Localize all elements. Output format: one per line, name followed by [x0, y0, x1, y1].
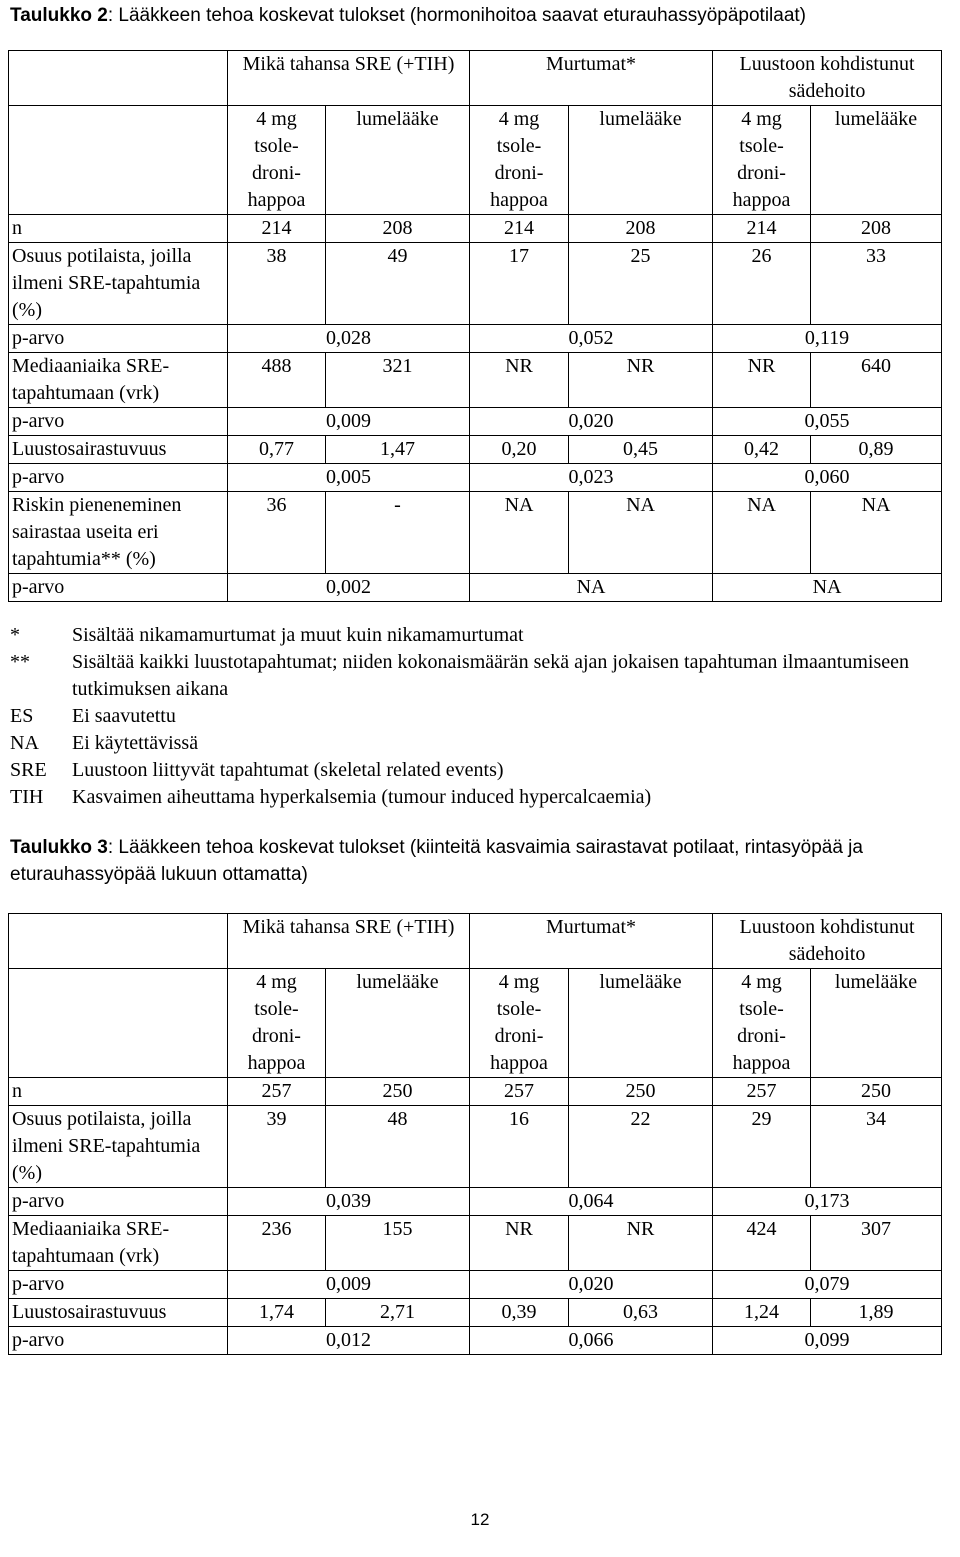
footnote-text: Sisältää kaikki luustotapahtumat; niiden kokonaismäärän sekä ajan jokaisen tapahtuman ilmaantumiseen tutkimuksen aikana: [72, 651, 909, 700]
row-label: n: [9, 1078, 228, 1106]
group-header: Mikä tahansa SRE (+TIH): [228, 914, 470, 969]
header-row-groups: [9, 914, 942, 969]
cell-value: 17: [470, 243, 569, 325]
cell-value: 257: [713, 1078, 811, 1106]
table2-caption-text: : Lääkkeen tehoa koskevat tulokset (hormonihoitoa saavat eturauhassyöpäpotilaat): [107, 5, 807, 26]
cell-value: NA: [569, 492, 713, 574]
cell-value: -: [326, 492, 470, 574]
footnote: [10, 757, 940, 784]
p-value: 0,099: [713, 1327, 942, 1355]
footnote: [10, 649, 940, 703]
cell-value: 250: [811, 1078, 942, 1106]
table-row: [9, 215, 942, 243]
row-label: p-arvo: [9, 464, 228, 492]
cell-value: NR: [569, 1216, 713, 1271]
footnote-symbol: NA: [10, 732, 39, 754]
header-corner: [9, 51, 228, 106]
table3-caption-label: Taulukko 3: [10, 837, 108, 858]
cell-value: 0,77: [228, 436, 326, 464]
header-row-arms: [9, 106, 942, 215]
cell-value: 208: [326, 215, 470, 243]
group-header: Luustoon kohdistunut sädehoito: [713, 914, 942, 969]
table-row: [9, 1216, 942, 1271]
table-row: [9, 408, 942, 436]
cell-value: 155: [326, 1216, 470, 1271]
p-value: 0,039: [228, 1188, 470, 1216]
cell-value: 1,47: [326, 436, 470, 464]
cell-value: 1,74: [228, 1299, 326, 1327]
p-value: NA: [713, 574, 942, 602]
table-row: [9, 436, 942, 464]
cell-value: 214: [470, 215, 569, 243]
cell-value: 36: [228, 492, 326, 574]
table-row: [9, 1299, 942, 1327]
group-header: Murtumat*: [470, 51, 713, 106]
arm-drug-label: 4 mg tsole- droni- happoa: [732, 971, 791, 1074]
arm-header-drug: [470, 969, 569, 1078]
p-value: 0,055: [713, 408, 942, 436]
header-row-arms: [9, 969, 942, 1078]
cell-value: 488: [228, 353, 326, 408]
table-row: [9, 492, 942, 574]
cell-value: 236: [228, 1216, 326, 1271]
p-value: 0,023: [470, 464, 713, 492]
group-header: Murtumat*: [470, 914, 713, 969]
table-row: [9, 1106, 942, 1188]
table2-body: [9, 51, 942, 602]
cell-value: 424: [713, 1216, 811, 1271]
arm-header-drug: [228, 969, 326, 1078]
p-value: 0,002: [228, 574, 470, 602]
cell-value: NA: [470, 492, 569, 574]
arm-drug-label: 4 mg tsole- droni- happoa: [490, 971, 548, 1074]
cell-value: 0,39: [470, 1299, 569, 1327]
header-corner: [9, 969, 228, 1078]
footnote-symbol: **: [10, 651, 30, 673]
p-value: 0,005: [228, 464, 470, 492]
cell-value: 0,63: [569, 1299, 713, 1327]
p-value: 0,052: [470, 325, 713, 353]
table3-caption-text: : Lääkkeen tehoa koskevat tulokset (kiinteitä kasvaimia sairastavat potilaat, rintasyöpää ja eturauhassyöpää lukuun ottamatta): [10, 837, 863, 885]
cell-value: 22: [569, 1106, 713, 1188]
cell-value: NR: [713, 353, 811, 408]
footnote: [10, 784, 940, 811]
table-row: [9, 353, 942, 408]
cell-value: 214: [713, 215, 811, 243]
cell-value: NA: [713, 492, 811, 574]
table2-caption: [10, 2, 956, 29]
cell-value: 208: [569, 215, 713, 243]
cell-value: 1,89: [811, 1299, 942, 1327]
footnote-text: Sisältää nikamamurtumat ja muut kuin nikamamurtumat: [72, 624, 524, 646]
arm-drug-label: 4 mg tsole- droni- happoa: [247, 971, 306, 1074]
arm-drug-label: 4 mg tsole- droni- happoa: [490, 108, 548, 211]
table3: [8, 913, 942, 1355]
cell-value: 0,42: [713, 436, 811, 464]
footnote-text: Luustoon liittyvät tapahtumat (skeletal related events): [72, 759, 504, 781]
page-number: 12: [470, 1510, 490, 1529]
footnote-symbol: SRE: [10, 759, 47, 781]
group-header: Luustoon kohdistunut sädehoito: [713, 51, 942, 106]
row-label: p-arvo: [9, 574, 228, 602]
cell-value: 257: [470, 1078, 569, 1106]
row-label: p-arvo: [9, 1327, 228, 1355]
cell-value: 26: [713, 243, 811, 325]
row-label: Luustosairastuvuus: [9, 1299, 228, 1327]
footnote-text: Kasvaimen aiheuttama hyperkalsemia (tumour induced hypercalcaemia): [72, 786, 652, 808]
table-row: [9, 574, 942, 602]
row-label: Luustosairastuvuus: [9, 436, 228, 464]
cell-value: 208: [811, 215, 942, 243]
footnote-symbol: *: [10, 624, 20, 646]
p-value: 0,020: [470, 1271, 713, 1299]
table-row: [9, 1078, 942, 1106]
row-label: Osuus potilaista, joilla ilmeni SRE-tapahtumia (%): [9, 243, 228, 325]
cell-value: 29: [713, 1106, 811, 1188]
cell-value: 640: [811, 353, 942, 408]
arm-header-drug: [470, 106, 569, 215]
p-value: 0,079: [713, 1271, 942, 1299]
table2: [8, 50, 942, 602]
cell-value: NR: [470, 353, 569, 408]
table-row: [9, 1188, 942, 1216]
p-value: NA: [470, 574, 713, 602]
group-header: Mikä tahansa SRE (+TIH): [228, 51, 470, 106]
cell-value: 0,89: [811, 436, 942, 464]
cell-value: NR: [569, 353, 713, 408]
p-value: 0,060: [713, 464, 942, 492]
arm-header-drug: [713, 969, 811, 1078]
p-value: 0,119: [713, 325, 942, 353]
footnote-symbol: ES: [10, 705, 34, 727]
footnote: [10, 703, 940, 730]
footnote: [10, 730, 940, 757]
cell-value: 307: [811, 1216, 942, 1271]
cell-value: 321: [326, 353, 470, 408]
cell-value: 250: [326, 1078, 470, 1106]
arm-header-drug: [713, 106, 811, 215]
table3-body: [9, 914, 942, 1355]
footnote-text: Ei saavutettu: [72, 705, 176, 727]
row-label: Mediaaniaika SRE-tapahtumaan (vrk): [9, 1216, 228, 1271]
footnote-text: Ei käytettävissä: [72, 732, 199, 754]
arm-header-placebo: lumelääke: [811, 969, 942, 1078]
row-label: Osuus potilaista, joilla ilmeni SRE-tapahtumia (%): [9, 1106, 228, 1188]
header-corner: [9, 106, 228, 215]
cell-value: 48: [326, 1106, 470, 1188]
footnote: [10, 622, 940, 649]
arm-header-placebo: lumelääke: [811, 106, 942, 215]
p-value: 0,020: [470, 408, 713, 436]
arm-drug-label: 4 mg tsole- droni- happoa: [247, 108, 306, 211]
p-value: 0,009: [228, 1271, 470, 1299]
p-value: 0,012: [228, 1327, 470, 1355]
cell-value: 34: [811, 1106, 942, 1188]
header-corner: [9, 914, 228, 969]
cell-value: 1,24: [713, 1299, 811, 1327]
p-value: 0,028: [228, 325, 470, 353]
arm-drug-label: 4 mg tsole- droni- happoa: [732, 108, 791, 211]
cell-value: 0,45: [569, 436, 713, 464]
footnotes: [10, 622, 940, 811]
arm-header-placebo: lumelääke: [326, 106, 470, 215]
cell-value: 257: [228, 1078, 326, 1106]
cell-value: 250: [569, 1078, 713, 1106]
row-label: n: [9, 215, 228, 243]
row-label: p-arvo: [9, 325, 228, 353]
cell-value: NA: [811, 492, 942, 574]
table-row: [9, 1327, 942, 1355]
arm-header-placebo: lumelääke: [569, 969, 713, 1078]
header-row-groups: [9, 51, 942, 106]
p-value: 0,066: [470, 1327, 713, 1355]
footnote-symbol: TIH: [10, 786, 44, 808]
arm-header-placebo: lumelääke: [569, 106, 713, 215]
row-label: p-arvo: [9, 1188, 228, 1216]
cell-value: 214: [228, 215, 326, 243]
cell-value: 2,71: [326, 1299, 470, 1327]
row-label: Riskin pieneneminen sairastaa useita eri tapahtumia** (%): [9, 492, 228, 574]
p-value: 0,009: [228, 408, 470, 436]
cell-value: 16: [470, 1106, 569, 1188]
p-value: 0,064: [470, 1188, 713, 1216]
cell-value: 39: [228, 1106, 326, 1188]
table3-caption: [10, 834, 956, 888]
cell-value: 0,20: [470, 436, 569, 464]
table-row: [9, 243, 942, 325]
row-label: Mediaaniaika SRE-tapahtumaan (vrk): [9, 353, 228, 408]
cell-value: 49: [326, 243, 470, 325]
table-row: [9, 325, 942, 353]
cell-value: 25: [569, 243, 713, 325]
cell-value: 33: [811, 243, 942, 325]
arm-header-drug: [228, 106, 326, 215]
cell-value: 38: [228, 243, 326, 325]
table-row: [9, 1271, 942, 1299]
row-label: p-arvo: [9, 1271, 228, 1299]
p-value: 0,173: [713, 1188, 942, 1216]
table-row: [9, 464, 942, 492]
arm-header-placebo: lumelääke: [326, 969, 470, 1078]
cell-value: NR: [470, 1216, 569, 1271]
table2-caption-label: Taulukko 2: [10, 5, 108, 26]
row-label: p-arvo: [9, 408, 228, 436]
